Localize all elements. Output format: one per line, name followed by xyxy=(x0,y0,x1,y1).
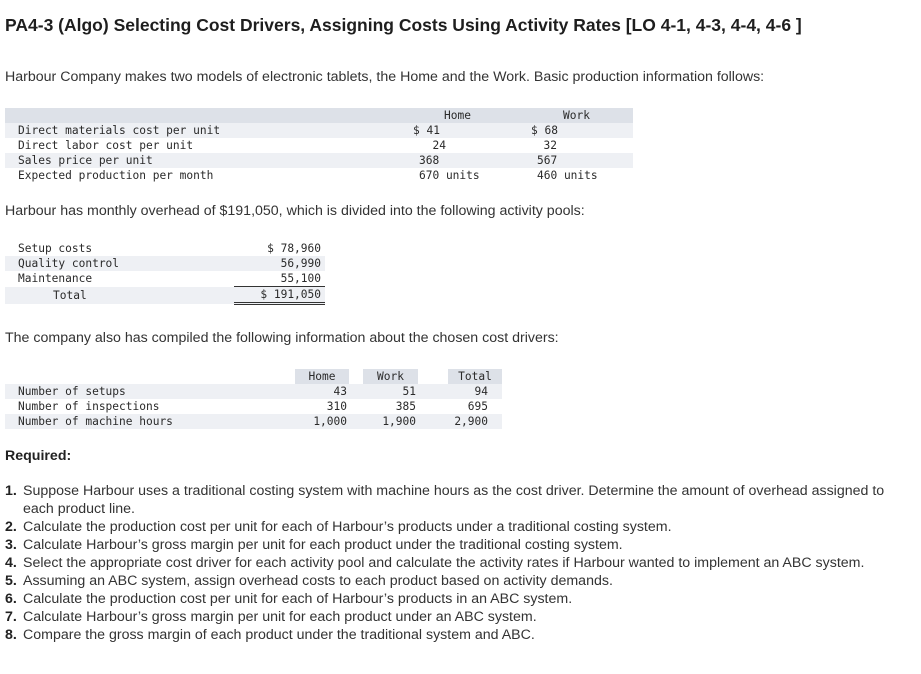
home-value: 368 xyxy=(419,154,440,167)
item-number: 5. xyxy=(5,573,17,589)
pool-label: Maintenance xyxy=(18,272,93,286)
production-header-row xyxy=(5,108,633,123)
table-row xyxy=(5,168,633,183)
item-text: Suppose Harbour uses a traditional costing system with machine hours as the cost driver. Determine the amount of overhead assigned to each product line. xyxy=(23,483,885,517)
total-value: 695 xyxy=(467,400,488,413)
list-item xyxy=(5,626,910,644)
home-value: $ 41 xyxy=(413,124,440,137)
table-row xyxy=(5,384,502,399)
page-title: PA4-3 (Algo) Selecting Cost Drivers, Assigning Costs Using Activity Rates [LO 4-1, 4-3, 4-4, 4-6 ] xyxy=(5,15,802,35)
header-work: Work xyxy=(363,369,418,384)
row-label: Direct labor cost per unit xyxy=(18,139,194,152)
header-home: Home xyxy=(295,369,349,384)
item-text: Compare the gross margin of each product under the traditional system and ABC. xyxy=(23,627,535,643)
total-row xyxy=(5,287,325,304)
item-text: Calculate Harbour’s gross margin per unit for each product under the traditional costing system. xyxy=(23,537,623,553)
work-value: 1,900 xyxy=(382,415,416,428)
table-row xyxy=(5,138,633,153)
activity-pools-table xyxy=(5,241,325,305)
item-text: Calculate the production cost per unit for each of Harbour’s products in an ABC system. xyxy=(23,591,573,607)
work-value: 51 xyxy=(402,385,416,398)
table-row xyxy=(5,123,633,138)
list-item xyxy=(5,608,910,626)
list-item xyxy=(5,518,910,536)
pool-value: 55,100 xyxy=(234,271,325,287)
work-value: 385 xyxy=(395,400,416,413)
work-value: 32 xyxy=(543,139,557,152)
list-item xyxy=(5,554,910,572)
required-list xyxy=(5,482,910,644)
overhead-text: Harbour has monthly overhead of $191,050, which is divided into the following activity pools: xyxy=(5,203,585,219)
pool-label: Quality control xyxy=(18,257,120,270)
row-label: Direct materials cost per unit xyxy=(18,124,221,137)
list-item xyxy=(5,572,910,590)
home-value: 43 xyxy=(333,385,347,398)
total-value: $ 191,050 xyxy=(234,287,325,304)
item-number: 1. xyxy=(5,483,17,499)
item-number: 4. xyxy=(5,555,17,571)
item-number: 8. xyxy=(5,627,17,643)
item-text: Calculate the production cost per unit for each of Harbour’s products under a traditional costing system. xyxy=(23,519,672,535)
production-table xyxy=(5,108,633,183)
pool-value: $ 78,960 xyxy=(267,242,321,255)
work-value: 460 units xyxy=(537,169,598,182)
driver-label: Number of machine hours xyxy=(18,415,173,428)
item-number: 6. xyxy=(5,591,17,607)
table-row xyxy=(5,271,325,287)
total-value: 2,900 xyxy=(454,415,488,428)
header-home: Home xyxy=(444,109,471,122)
pool-label: Setup costs xyxy=(18,242,93,255)
header-total: Total xyxy=(448,369,502,384)
item-text: Assuming an ABC system, assign overhead costs to each product based on activity demands. xyxy=(23,573,613,589)
row-label: Expected production per month xyxy=(18,169,214,182)
table-row xyxy=(5,414,502,429)
list-item xyxy=(5,536,910,554)
list-item xyxy=(5,482,910,518)
drivers-text: The company also has compiled the following information about the chosen cost drivers: xyxy=(5,330,559,346)
required-heading: Required: xyxy=(5,448,72,464)
table-row xyxy=(5,399,502,414)
table-row xyxy=(5,153,633,168)
header-work: Work xyxy=(563,109,590,122)
home-value: 310 xyxy=(326,400,347,413)
intro-text: Harbour Company makes two models of electronic tablets, the Home and the Work. Basic production information follows: xyxy=(5,69,765,85)
home-value: 24 xyxy=(432,139,446,152)
work-value: 567 xyxy=(537,154,558,167)
table-row xyxy=(5,241,325,256)
cost-drivers-table xyxy=(5,369,502,429)
list-item xyxy=(5,590,910,608)
work-value: $ 68 xyxy=(531,124,558,137)
item-text: Calculate Harbour’s gross margin per unit for each product under an ABC system. xyxy=(23,609,537,625)
home-value: 1,000 xyxy=(313,415,347,428)
item-number: 2. xyxy=(5,519,17,535)
total-value: 94 xyxy=(474,385,488,398)
driver-label: Number of setups xyxy=(18,385,126,398)
item-number: 3. xyxy=(5,537,17,553)
home-value: 670 units xyxy=(419,169,480,182)
row-label: Sales price per unit xyxy=(18,154,153,167)
item-number: 7. xyxy=(5,609,17,625)
pool-value: 56,990 xyxy=(280,257,321,270)
driver-label: Number of inspections xyxy=(18,400,160,413)
table-row xyxy=(5,256,325,271)
total-label: Total xyxy=(53,288,87,302)
item-text: Select the appropriate cost driver for each activity pool and calculate the activity rates if Harbour wanted to implement an ABC system. xyxy=(23,555,865,571)
drivers-header-row xyxy=(5,369,502,384)
